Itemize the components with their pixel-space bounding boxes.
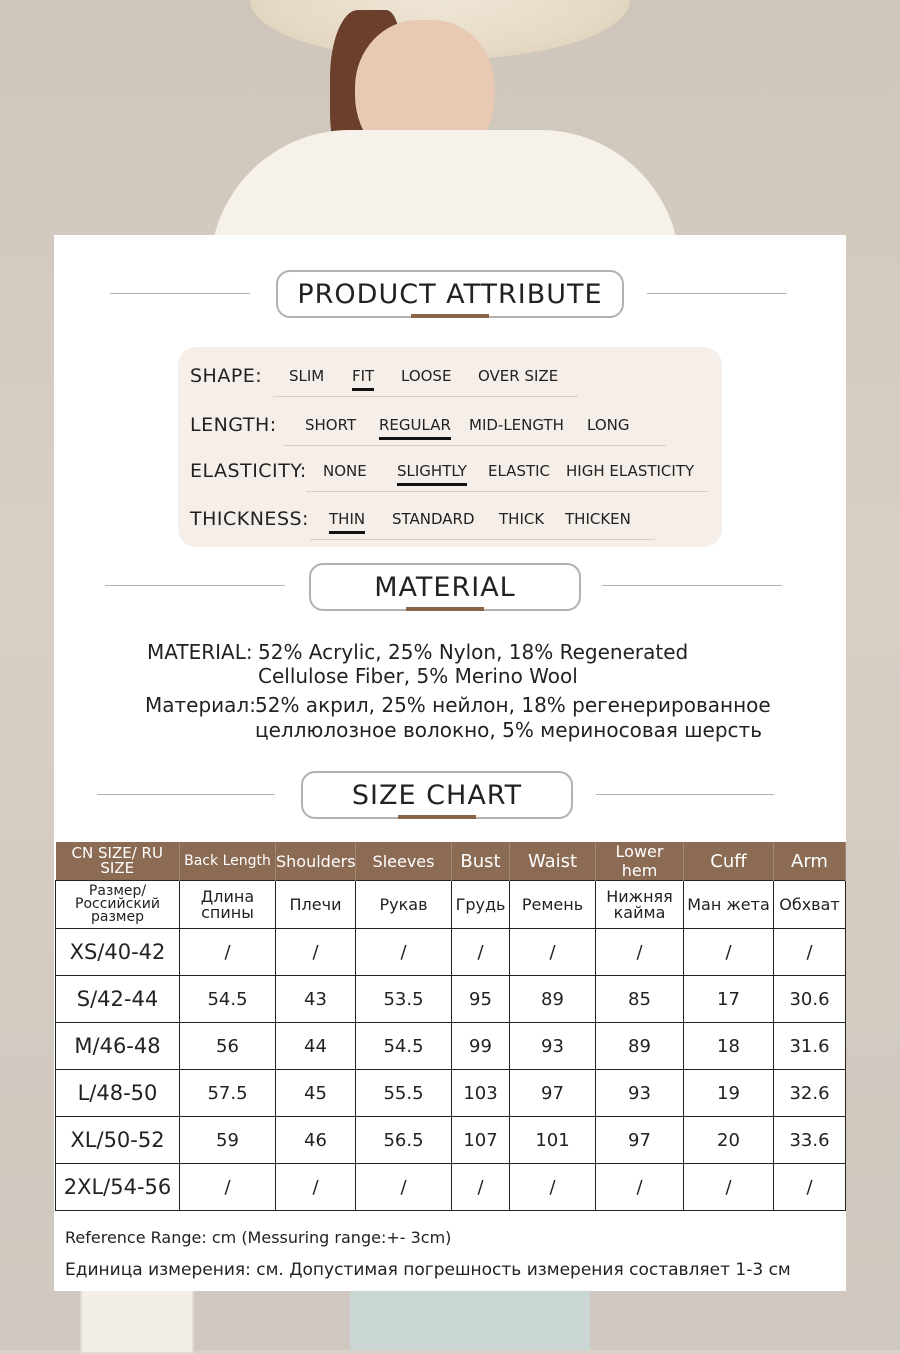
measure-cell: / <box>684 1164 774 1211</box>
measure-cell: 93 <box>510 1023 596 1070</box>
measure-cell: / <box>356 1164 452 1211</box>
measure-cell: 33.6 <box>774 1117 846 1164</box>
col-header-ru: Нижняя кайма <box>596 881 684 929</box>
measure-cell: / <box>452 929 510 976</box>
measure-cell: / <box>774 929 846 976</box>
reference-note-en: Reference Range: cm (Messuring range:+- 3cm) <box>65 1228 452 1247</box>
attr-option-selected: FIT <box>352 367 375 385</box>
measure-cell: / <box>684 929 774 976</box>
measure-cell: / <box>596 1164 684 1211</box>
measure-cell: 19 <box>684 1070 774 1117</box>
measure-cell: 54.5 <box>180 976 276 1023</box>
attr-option: OVER SIZE <box>478 367 559 385</box>
col-header: Waist <box>510 842 596 881</box>
measure-cell: 55.5 <box>356 1070 452 1117</box>
divider-left <box>110 293 250 294</box>
col-header: Back Length <box>180 842 276 881</box>
attr-row-shape <box>178 359 722 389</box>
attr-option-selected: REGULAR <box>379 416 451 434</box>
divider-left <box>97 794 275 795</box>
table-row <box>56 976 846 1023</box>
material-ru-line2: целлюлозное волокно, 5% мериносовая шерсть <box>255 718 762 742</box>
measure-cell: 56.5 <box>356 1117 452 1164</box>
col-header-ru: Размер/ Российский размер <box>56 881 180 929</box>
attr-option: THICKEN <box>565 510 631 528</box>
measure-cell: 85 <box>596 976 684 1023</box>
material-ru-line1: 52% акрил, 25% нейлон, 18% регенерированное <box>255 693 771 717</box>
size-cell: XL/50-52 <box>56 1117 180 1164</box>
size-cell: 2XL/54-56 <box>56 1164 180 1211</box>
measure-cell: 46 <box>276 1117 356 1164</box>
attr-label: THICKNESS: <box>190 508 309 530</box>
col-header-ru: Плечи <box>276 881 356 929</box>
measure-cell: / <box>510 1164 596 1211</box>
measure-cell: 101 <box>510 1117 596 1164</box>
size-cell: L/48-50 <box>56 1070 180 1117</box>
divider-right <box>602 585 782 586</box>
col-header: Arm <box>774 842 846 881</box>
col-header: Cuff <box>684 842 774 881</box>
attr-label: SHAPE: <box>190 365 263 387</box>
header-row-en <box>56 842 846 881</box>
table-row <box>56 1070 846 1117</box>
divider-right <box>596 794 774 795</box>
attr-row-length <box>178 408 722 438</box>
size-chart-title: SIZE CHART <box>301 771 573 819</box>
col-header: CN SIZE/ RU SIZE <box>56 842 180 881</box>
table-row <box>56 929 846 976</box>
measure-cell: / <box>276 1164 356 1211</box>
measure-cell: 103 <box>452 1070 510 1117</box>
attr-row-thickness <box>178 502 722 532</box>
attr-label: LENGTH: <box>190 414 277 436</box>
measure-cell: 107 <box>452 1117 510 1164</box>
attr-option: STANDARD <box>392 510 475 528</box>
measure-cell: 56 <box>180 1023 276 1070</box>
attr-option-selected: SLIGHTLY <box>397 462 467 480</box>
attr-option: LOOSE <box>401 367 452 385</box>
measure-cell: 99 <box>452 1023 510 1070</box>
measure-cell: / <box>452 1164 510 1211</box>
measure-cell: 18 <box>684 1023 774 1070</box>
col-header-ru: Грудь <box>452 881 510 929</box>
size-cell: M/46-48 <box>56 1023 180 1070</box>
header-row-ru <box>56 881 846 929</box>
attr-option: MID-LENGTH <box>469 416 564 434</box>
measure-cell: / <box>510 929 596 976</box>
table-row <box>56 1164 846 1211</box>
table-row <box>56 1023 846 1070</box>
measure-cell: 54.5 <box>356 1023 452 1070</box>
material-en-line1: 52% Acrylic, 25% Nylon, 18% Regenerated <box>258 640 689 664</box>
col-header-ru: Ман жета <box>684 881 774 929</box>
col-header: Shoulders <box>276 842 356 881</box>
measure-cell: 17 <box>684 976 774 1023</box>
size-cell: S/42-44 <box>56 976 180 1023</box>
measure-cell: 43 <box>276 976 356 1023</box>
attr-option: ELASTIC <box>488 462 551 480</box>
measure-cell: 20 <box>684 1117 774 1164</box>
measure-cell: 45 <box>276 1070 356 1117</box>
measure-cell: 32.6 <box>774 1070 846 1117</box>
trousers <box>350 1290 590 1350</box>
col-header: Lower hem <box>596 842 684 881</box>
col-header-ru: Длина спины <box>180 881 276 929</box>
attr-option: LONG <box>587 416 630 434</box>
measure-cell: 97 <box>596 1117 684 1164</box>
attr-option-selected: THIN <box>329 510 366 528</box>
product-attribute-title: PRODUCT ATTRIBUTE <box>276 270 624 318</box>
measure-cell: 31.6 <box>774 1023 846 1070</box>
col-header-ru: Рукав <box>356 881 452 929</box>
attribute-box <box>178 347 722 547</box>
material-title: MATERIAL <box>309 563 581 611</box>
size-chart-table <box>55 842 846 1211</box>
attr-option: NONE <box>323 462 367 480</box>
attr-option: SHORT <box>305 416 357 434</box>
material-ru-label: Материал: <box>145 693 256 717</box>
measure-cell: 89 <box>510 976 596 1023</box>
table-row <box>56 1117 846 1164</box>
material-en-label: MATERIAL: <box>147 640 253 664</box>
divider-left <box>105 585 285 586</box>
measure-cell: / <box>180 929 276 976</box>
col-header-ru: Обхват <box>774 881 846 929</box>
measure-cell: / <box>596 929 684 976</box>
measure-cell: / <box>356 929 452 976</box>
attr-row-elasticity <box>178 454 722 484</box>
material-en-line2: Cellulose Fiber, 5% Merino Wool <box>258 664 578 688</box>
measure-cell: / <box>276 929 356 976</box>
measure-cell: 44 <box>276 1023 356 1070</box>
measure-cell: 89 <box>596 1023 684 1070</box>
col-header: Sleeves <box>356 842 452 881</box>
attr-option: SLIM <box>289 367 325 385</box>
measure-cell: 93 <box>596 1070 684 1117</box>
attr-label: ELASTICITY: <box>190 460 307 482</box>
measure-cell: 59 <box>180 1117 276 1164</box>
reference-note-ru: Единица измерения: см. Допустимая погрешность измерения составляет 1-3 см <box>65 1260 791 1280</box>
measure-cell: 53.5 <box>356 976 452 1023</box>
measure-cell: / <box>180 1164 276 1211</box>
measure-cell: 97 <box>510 1070 596 1117</box>
measure-cell: 95 <box>452 976 510 1023</box>
attr-option: HIGH ELASTICITY <box>566 462 695 480</box>
attr-option: THICK <box>499 510 545 528</box>
col-header: Bust <box>452 842 510 881</box>
size-cell: XS/40-42 <box>56 929 180 976</box>
measure-cell: 30.6 <box>774 976 846 1023</box>
measure-cell: 57.5 <box>180 1070 276 1117</box>
col-header-ru: Ремень <box>510 881 596 929</box>
measure-cell: / <box>774 1164 846 1211</box>
divider-right <box>647 293 787 294</box>
